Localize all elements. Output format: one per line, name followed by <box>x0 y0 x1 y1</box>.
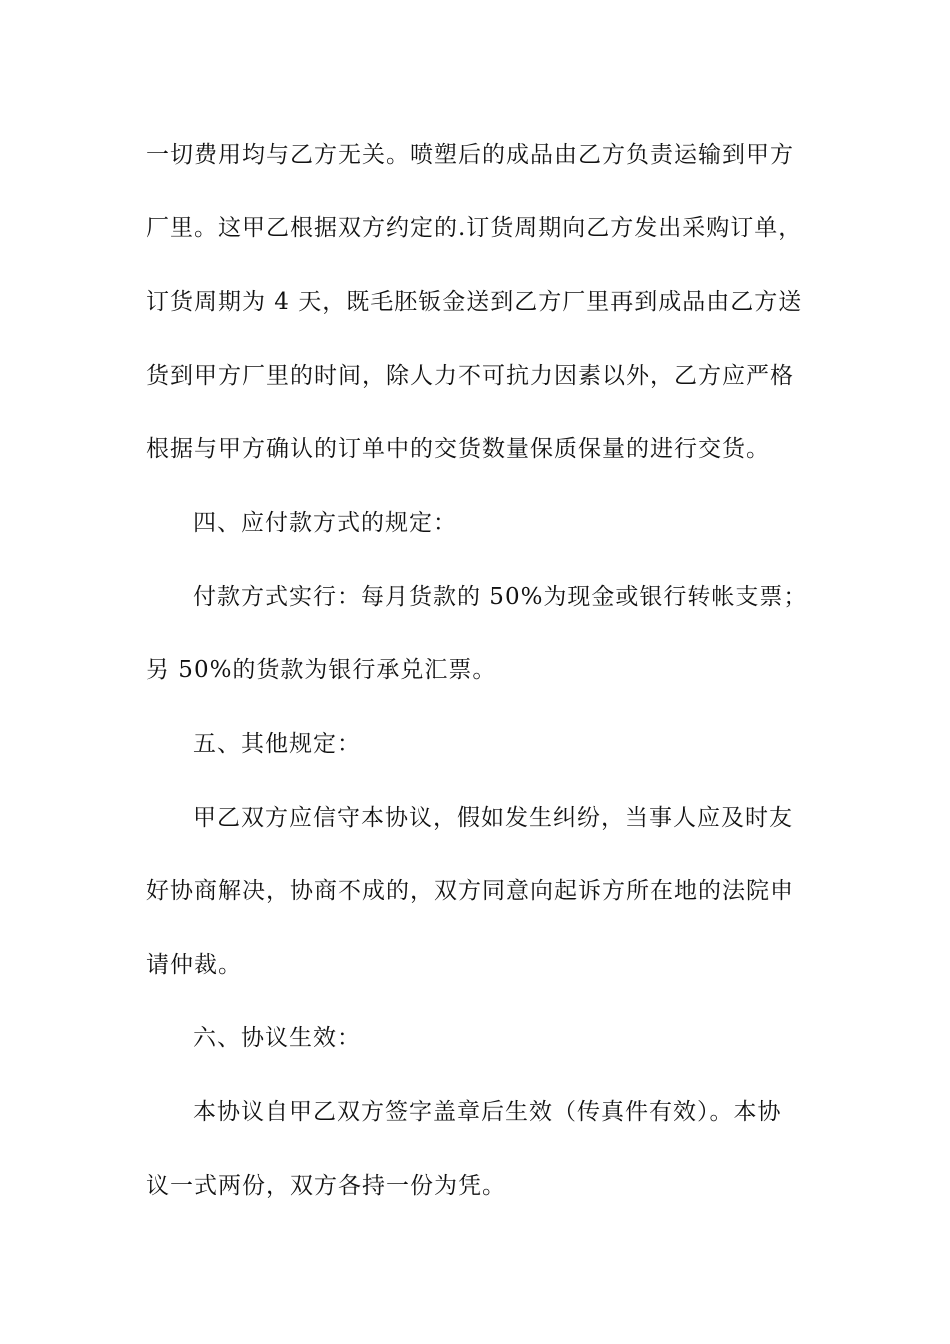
body-line: 一切费用均与乙方无关。喷塑后的成品由乙方负责运输到甲方 <box>146 142 794 168</box>
body-line: 付款方式实行：每月货款的 50%为现金或银行转帐支票； <box>193 584 808 610</box>
body-line: 甲乙双方应信守本协议，假如发生纠纷，当事人应及时友 <box>193 805 793 831</box>
body-line: 厂里。这甲乙根据双方约定的.订货周期向乙方发出采购订单， <box>146 215 803 241</box>
section-heading-payment: 四、应付款方式的规定： <box>193 510 457 536</box>
section-heading-other: 五、其他规定： <box>193 731 361 757</box>
body-line: 议一式两份，双方各持一份为凭。 <box>146 1173 506 1199</box>
body-line: 本协议自甲乙双方签字盖章后生效（传真件有效）。本协 <box>193 1099 782 1125</box>
body-line: 根据与甲方确认的订单中的交货数量保质保量的进行交货。 <box>146 436 770 462</box>
section-heading-effective: 六、协议生效： <box>193 1025 361 1051</box>
body-line: 订货周期为 4 天，既毛胚钣金送到乙方厂里再到成品由乙方送 <box>146 289 803 315</box>
body-line: 货到甲方厂里的时间，除人力不可抗力因素以外，乙方应严格 <box>146 363 794 389</box>
body-line: 另 50%的货款为银行承兑汇票。 <box>146 657 497 683</box>
body-line: 好协商解决，协商不成的，双方同意向起诉方所在地的法院申 <box>146 878 794 904</box>
body-line: 请仲裁。 <box>146 952 242 978</box>
